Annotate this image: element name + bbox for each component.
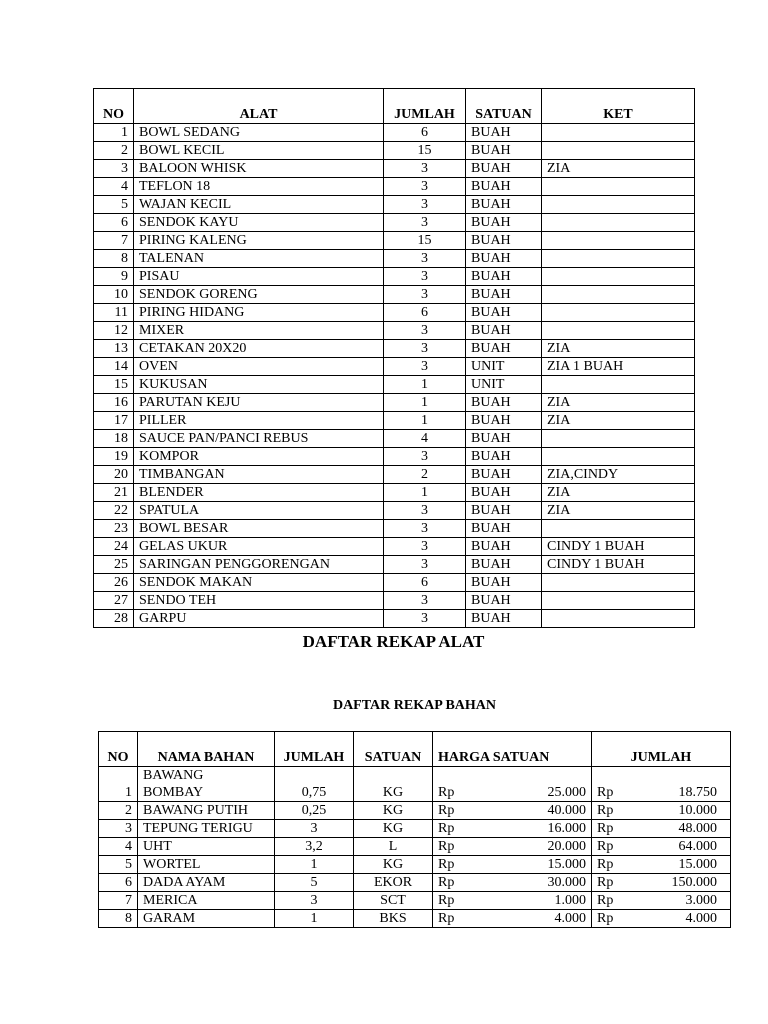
alat-row [94,340,695,358]
alat-cell-satuan: BUAH [466,286,542,304]
alat-cell-ket [542,286,695,304]
alat-cell-satuan: BUAH [466,466,542,484]
bahan-cell-total [592,838,731,856]
bahan-row [99,802,731,820]
alat-cell-ket [542,574,695,592]
alat-cell-satuan: BUAH [466,502,542,520]
bahan-cell-no: 3 [99,820,138,838]
alat-cell-no: 2 [94,142,134,160]
bahan-value-total: 15.000 [678,857,717,872]
alat-cell-alat: SARINGAN PENGGORENGAN [134,556,384,574]
bahan-cell-harga [433,910,592,928]
alat-cell-jumlah: 4 [384,430,466,448]
alat-cell-satuan: BUAH [466,268,542,286]
bahan-header-no-text: NO [107,750,129,765]
bahan-value-total: 3.000 [685,893,717,908]
alat-cell-satuan: BUAH [466,574,542,592]
currency-label: Rp [438,857,455,872]
alat-cell-satuan: BUAH [466,178,542,196]
alat-cell-no: 7 [94,232,134,250]
bahan-cell-nama: GARAM [138,910,275,928]
alat-cell-alat: SENDOK KAYU [134,214,384,232]
alat-cell-alat: BOWL BESAR [134,520,384,538]
alat-cell-satuan: BUAH [466,394,542,412]
alat-row [94,574,695,592]
alat-cell-satuan: BUAH [466,142,542,160]
alat-cell-no: 12 [94,322,134,340]
alat-cell-no: 1 [94,124,134,142]
alat-cell-ket [542,214,695,232]
alat-cell-ket [542,304,695,322]
alat-cell-jumlah: 3 [384,610,466,628]
alat-cell-no: 13 [94,340,134,358]
bahan-money-harga [438,820,586,837]
alat-cell-satuan: BUAH [466,538,542,556]
bahan-row [99,874,731,892]
bahan-cell-no: 2 [99,802,138,820]
alat-cell-satuan: UNIT [466,358,542,376]
alat-table [93,88,695,628]
bahan-cell-nama: BAWANG PUTIH [138,802,275,820]
bahan-cell-total [592,910,731,928]
alat-cell-alat: MIXER [134,322,384,340]
alat-cell-no: 14 [94,358,134,376]
bahan-value-total: 10.000 [678,803,717,818]
currency-label: Rp [438,785,455,800]
bahan-row [99,910,731,928]
alat-cell-jumlah: 1 [384,412,466,430]
bahan-money-harga [438,856,586,873]
alat-cell-jumlah: 6 [384,304,466,322]
alat-cell-jumlah: 3 [384,160,466,178]
alat-cell-ket [542,232,695,250]
alat-cell-satuan: BUAH [466,322,542,340]
alat-cell-alat: OVEN [134,358,384,376]
alat-cell-satuan: BUAH [466,610,542,628]
bahan-value-total: 48.000 [678,821,717,836]
alat-header-alat: ALAT [134,89,384,124]
alat-row [94,592,695,610]
bahan-value-total: 150.000 [671,875,717,890]
alat-row [94,412,695,430]
bahan-cell-harga [433,767,592,802]
bahan-row [99,856,731,874]
bahan-value-total: 18.750 [678,785,717,800]
alat-cell-jumlah: 3 [384,340,466,358]
alat-header-jumlah: JUMLAH [384,89,466,124]
alat-cell-no: 21 [94,484,134,502]
bahan-value-harga: 40.000 [547,803,586,818]
alat-cell-alat: KUKUSAN [134,376,384,394]
bahan-cell-harga [433,838,592,856]
bahan-cell-satuan: BKS [354,910,433,928]
alat-cell-no: 23 [94,520,134,538]
bahan-cell-harga [433,892,592,910]
bahan-cell-harga [433,856,592,874]
alat-cell-no: 27 [94,592,134,610]
alat-cell-alat: TEFLON 18 [134,178,384,196]
alat-header-ket: KET [542,89,695,124]
bahan-row [99,820,731,838]
bahan-cell-no: 5 [99,856,138,874]
bahan-money-total [597,874,725,891]
alat-cell-satuan: BUAH [466,430,542,448]
alat-cell-ket [542,124,695,142]
bahan-cell-total [592,856,731,874]
alat-cell-satuan: BUAH [466,412,542,430]
alat-row [94,178,695,196]
alat-row [94,196,695,214]
currency-label: Rp [438,803,455,818]
alat-cell-no: 10 [94,286,134,304]
bahan-cell-nama [138,767,275,802]
alat-row [94,610,695,628]
bahan-money-harga [438,838,586,855]
bahan-cell-harga [433,802,592,820]
alat-cell-satuan: BUAH [466,448,542,466]
alat-cell-ket [542,250,695,268]
bahan-cell-no: 1 [99,767,138,802]
currency-label: Rp [597,785,614,800]
alat-cell-jumlah: 3 [384,214,466,232]
alat-row [94,142,695,160]
bahan-cell-nama: TEPUNG TERIGU [138,820,275,838]
alat-row [94,484,695,502]
alat-cell-jumlah: 3 [384,502,466,520]
alat-cell-satuan: BUAH [466,484,542,502]
alat-cell-jumlah: 3 [384,538,466,556]
alat-header-satuan-text: SATUAN [475,107,532,122]
alat-cell-alat: SENDOK MAKAN [134,574,384,592]
bahan-cell-jumlah: 3 [275,892,354,910]
alat-row [94,160,695,178]
bahan-cell-jumlah: 1 [275,856,354,874]
alat-cell-jumlah: 2 [384,466,466,484]
bahan-money-harga [438,784,586,801]
alat-cell-ket [542,430,695,448]
alat-cell-satuan: BUAH [466,160,542,178]
bahan-body [99,767,731,928]
bahan-header-nama: NAMA BAHAN [138,732,275,767]
alat-cell-no: 15 [94,376,134,394]
bahan-money-harga [438,802,586,819]
alat-cell-jumlah: 3 [384,250,466,268]
currency-label: Rp [597,821,614,836]
bahan-cell-no: 4 [99,838,138,856]
alat-cell-ket: CINDY 1 BUAH [542,538,695,556]
alat-row [94,214,695,232]
bahan-title: DAFTAR REKAP BAHAN [332,698,497,713]
alat-cell-jumlah: 3 [384,448,466,466]
alat-cell-alat: PARUTAN KEJU [134,394,384,412]
alat-cell-jumlah: 3 [384,196,466,214]
alat-row [94,502,695,520]
bahan-money-total [597,838,725,855]
alat-cell-ket [542,268,695,286]
alat-cell-jumlah: 3 [384,268,466,286]
bahan-money-total [597,802,725,819]
alat-row [94,124,695,142]
alat-row [94,250,695,268]
bahan-cell-jumlah: 0,25 [275,802,354,820]
alat-cell-ket [542,178,695,196]
bahan-value-harga: 25.000 [547,785,586,800]
alat-cell-no: 4 [94,178,134,196]
alat-cell-jumlah: 3 [384,592,466,610]
alat-row [94,466,695,484]
alat-cell-no: 25 [94,556,134,574]
alat-cell-satuan: BUAH [466,124,542,142]
alat-row [94,358,695,376]
alat-cell-alat: KOMPOR [134,448,384,466]
alat-row [94,556,695,574]
alat-row [94,520,695,538]
alat-row [94,376,695,394]
bahan-cell-jumlah: 5 [275,874,354,892]
alat-cell-alat: PILLER [134,412,384,430]
currency-label: Rp [438,839,455,854]
bahan-cell-satuan: EKOR [354,874,433,892]
alat-cell-jumlah: 1 [384,376,466,394]
currency-label: Rp [597,893,614,908]
bahan-nama-line: BAWANG [143,768,204,783]
alat-cell-satuan: BUAH [466,556,542,574]
bahan-cell-jumlah: 3,2 [275,838,354,856]
alat-cell-ket [542,196,695,214]
alat-cell-no: 8 [94,250,134,268]
alat-row [94,430,695,448]
bahan-cell-total [592,767,731,802]
bahan-cell-satuan: KG [354,802,433,820]
alat-cell-no: 6 [94,214,134,232]
bahan-cell-nama: UHT [138,838,275,856]
alat-cell-jumlah: 3 [384,286,466,304]
alat-cell-alat: BLENDER [134,484,384,502]
alat-cell-alat: PIRING HIDANG [134,304,384,322]
alat-cell-no: 9 [94,268,134,286]
alat-cell-no: 18 [94,430,134,448]
alat-cell-alat: SAUCE PAN/PANCI REBUS [134,430,384,448]
bahan-header-jumlah: JUMLAH [275,732,354,767]
alat-cell-alat: SENDO TEH [134,592,384,610]
alat-cell-ket [542,376,695,394]
alat-header-satuan [466,89,542,124]
alat-cell-satuan: BUAH [466,196,542,214]
bahan-header-harga: HARGA SATUAN [433,732,592,767]
alat-cell-alat: PIRING KALENG [134,232,384,250]
bahan-value-harga: 16.000 [547,821,586,836]
currency-label: Rp [597,839,614,854]
alat-cell-satuan: UNIT [466,376,542,394]
alat-cell-no: 26 [94,574,134,592]
alat-cell-satuan: BUAH [466,250,542,268]
bahan-cell-satuan: SCT [354,892,433,910]
alat-cell-ket: ZIA [542,160,695,178]
alat-row [94,232,695,250]
bahan-header-satuan: SATUAN [354,732,433,767]
bahan-money-harga [438,910,586,927]
alat-cell-no: 16 [94,394,134,412]
alat-cell-no: 5 [94,196,134,214]
bahan-money-total [597,820,725,837]
alat-cell-satuan: BUAH [466,340,542,358]
alat-header-no: NO [94,89,134,124]
bahan-value-harga: 20.000 [547,839,586,854]
alat-cell-alat: SPATULA [134,502,384,520]
alat-row [94,304,695,322]
bahan-value-harga: 15.000 [547,857,586,872]
alat-cell-ket: ZIA [542,340,695,358]
alat-row [94,538,695,556]
bahan-cell-jumlah: 0,75 [275,767,354,802]
alat-cell-no: 22 [94,502,134,520]
alat-cell-satuan: BUAH [466,232,542,250]
bahan-row [99,892,731,910]
currency-label: Rp [597,875,614,890]
bahan-cell-harga [433,874,592,892]
alat-cell-satuan: BUAH [466,592,542,610]
alat-cell-ket: ZIA [542,484,695,502]
bahan-money-total [597,784,725,801]
bahan-cell-total [592,874,731,892]
bahan-value-total: 4.000 [685,911,717,926]
bahan-cell-satuan: L [354,838,433,856]
bahan-money-harga [438,892,586,909]
bahan-cell-total [592,892,731,910]
alat-header-row [94,89,695,124]
currency-label: Rp [438,821,455,836]
currency-label: Rp [597,803,614,818]
alat-row [94,394,695,412]
alat-cell-alat: CETAKAN 20X20 [134,340,384,358]
bahan-cell-harga [433,820,592,838]
currency-label: Rp [438,875,455,890]
bahan-table [98,731,731,928]
alat-cell-alat: TALENAN [134,250,384,268]
bahan-cell-jumlah: 3 [275,820,354,838]
alat-cell-ket: ZIA [542,502,695,520]
alat-cell-alat: BOWL KECIL [134,142,384,160]
bahan-cell-no: 6 [99,874,138,892]
alat-cell-jumlah: 6 [384,574,466,592]
bahan-cell-nama: DADA AYAM [138,874,275,892]
bahan-money-total [597,856,725,873]
bahan-cell-total [592,820,731,838]
bahan-value-harga: 1.000 [554,893,586,908]
alat-cell-satuan: BUAH [466,304,542,322]
bahan-cell-satuan: KG [354,856,433,874]
alat-cell-ket: ZIA,CINDY [542,466,695,484]
alat-cell-alat: GELAS UKUR [134,538,384,556]
bahan-header-no [99,732,138,767]
alat-cell-no: 28 [94,610,134,628]
alat-cell-ket: ZIA [542,412,695,430]
bahan-header-row [99,732,731,767]
bahan-cell-satuan: KG [354,820,433,838]
bahan-cell-no: 8 [99,910,138,928]
alat-cell-no: 17 [94,412,134,430]
bahan-value-harga: 30.000 [547,875,586,890]
alat-cell-no: 11 [94,304,134,322]
alat-row [94,268,695,286]
alat-cell-alat: SENDOK GORENG [134,286,384,304]
bahan-cell-jumlah: 1 [275,910,354,928]
alat-cell-alat: BALOON WHISK [134,160,384,178]
bahan-money-total [597,892,725,909]
bahan-cell-nama: MERICA [138,892,275,910]
bahan-cell-total [592,802,731,820]
alat-body [94,124,695,628]
bahan-row [99,838,731,856]
alat-cell-ket [542,322,695,340]
currency-label: Rp [597,857,614,872]
alat-cell-alat: GARPU [134,610,384,628]
bahan-nama-line: BOMBAY [143,785,204,800]
alat-cell-ket [542,448,695,466]
alat-cell-jumlah: 3 [384,322,466,340]
alat-row [94,322,695,340]
alat-cell-satuan: BUAH [466,214,542,232]
alat-cell-no: 3 [94,160,134,178]
currency-label: Rp [438,911,455,926]
alat-cell-ket [542,520,695,538]
bahan-value-harga: 4.000 [554,911,586,926]
currency-label: Rp [597,911,614,926]
bahan-cell-satuan: KG [354,767,433,802]
alat-cell-ket: CINDY 1 BUAH [542,556,695,574]
alat-title: DAFTAR REKAP ALAT [302,632,485,651]
bahan-row [99,767,731,802]
bahan-cell-no: 7 [99,892,138,910]
alat-row [94,448,695,466]
alat-cell-ket [542,610,695,628]
bahan-value-total: 64.000 [678,839,717,854]
alat-cell-jumlah: 15 [384,142,466,160]
alat-cell-jumlah: 1 [384,394,466,412]
alat-cell-satuan: BUAH [466,520,542,538]
alat-cell-ket: ZIA [542,394,695,412]
alat-cell-ket [542,592,695,610]
bahan-header-total: JUMLAH [592,732,731,767]
alat-cell-ket [542,142,695,160]
alat-cell-no: 20 [94,466,134,484]
alat-cell-ket: ZIA 1 BUAH [542,358,695,376]
alat-cell-alat: TIMBANGAN [134,466,384,484]
alat-cell-no: 19 [94,448,134,466]
bahan-money-total [597,910,725,927]
alat-cell-jumlah: 3 [384,556,466,574]
alat-cell-jumlah: 3 [384,520,466,538]
alat-cell-jumlah: 3 [384,358,466,376]
alat-cell-jumlah: 1 [384,484,466,502]
bahan-money-harga [438,874,586,891]
alat-row [94,286,695,304]
alat-cell-alat: WAJAN KECIL [134,196,384,214]
alat-cell-alat: BOWL SEDANG [134,124,384,142]
alat-cell-jumlah: 15 [384,232,466,250]
alat-cell-alat: PISAU [134,268,384,286]
bahan-cell-nama: WORTEL [138,856,275,874]
alat-cell-no: 24 [94,538,134,556]
alat-cell-jumlah: 3 [384,178,466,196]
alat-cell-jumlah: 6 [384,124,466,142]
currency-label: Rp [438,893,455,908]
